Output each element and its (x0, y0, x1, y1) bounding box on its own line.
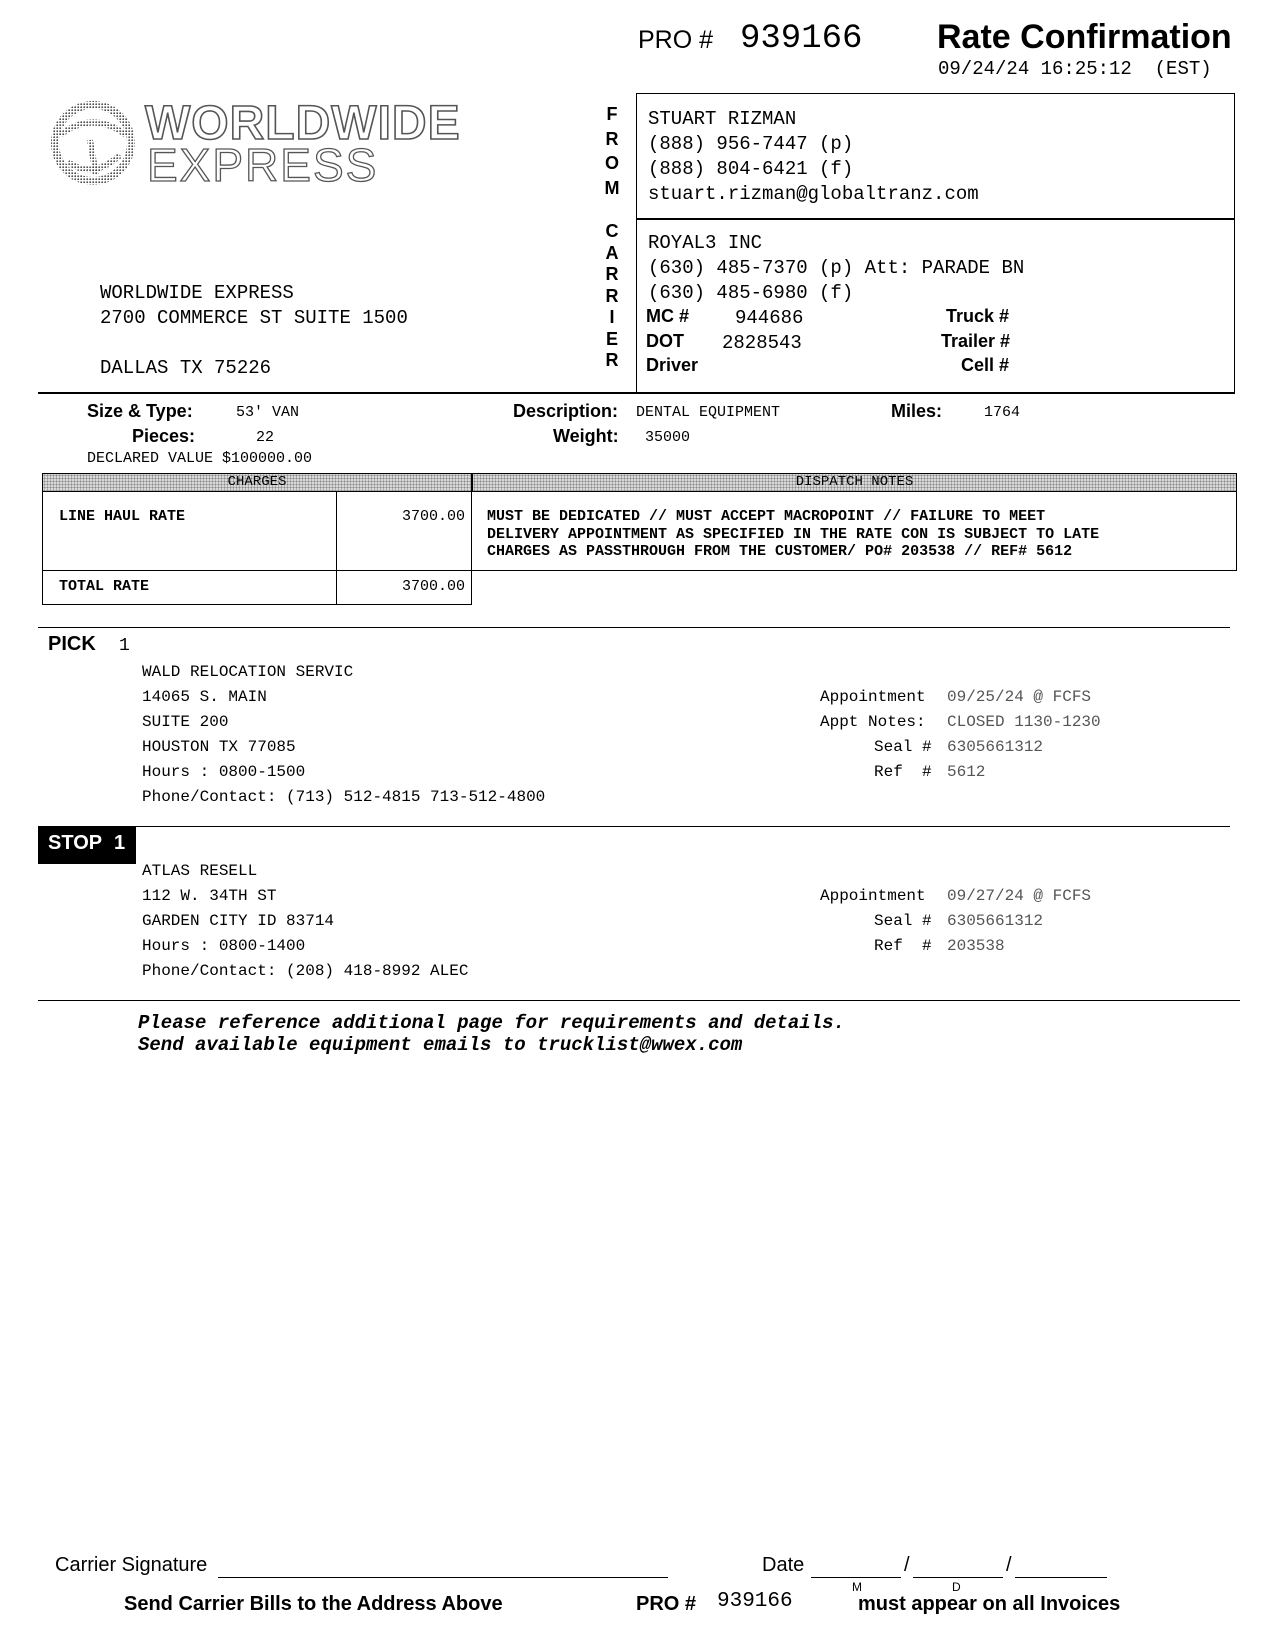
date-label: Date (762, 1554, 805, 1576)
description-label: Description: (513, 401, 619, 421)
dot-label: DOT (646, 331, 684, 351)
from-vertical-label: F R O M (604, 104, 620, 198)
pick-notes-label: Appt Notes: (820, 713, 926, 731)
stop-ref-value: 203538 (947, 937, 1005, 955)
stop-addr1: 112 W. 34TH ST (142, 887, 277, 905)
logo-line1: WORLDWIDE (145, 97, 461, 150)
footer-note: Send available equipment emails to trucklist@wwex.com (138, 1034, 743, 1056)
miles-label: Miles: (891, 401, 943, 421)
pro-number: 939166 (740, 20, 863, 58)
invoice-note: must appear on all Invoices (858, 1593, 1121, 1615)
pieces-value: 22 (256, 429, 275, 446)
total-row-amount: 3700.00 (401, 578, 465, 595)
month-label: M (852, 1580, 862, 1594)
from-email[interactable]: stuart.rizman@globaltranz.com (648, 183, 979, 205)
carrier-vertical-label: C A R R I E R (605, 221, 619, 370)
document-title: Rate Confirmation (937, 18, 1232, 56)
charges-header: CHARGES (42, 473, 472, 492)
pick-name: WALD RELOCATION SERVIC (142, 663, 354, 681)
size-type-value: 53' VAN (236, 404, 300, 421)
footer-note: Please reference additional page for requirements and details. (138, 1012, 845, 1034)
dispatch-note-line: DELIVERY APPOINTMENT AS SPECIFIED IN THE RATE CON IS SUBJECT TO LATE (487, 526, 1100, 543)
pick-ref-label: Ref # (874, 763, 932, 781)
description-value: DENTAL EQUIPMENT (636, 404, 781, 421)
driver-label: Driver (646, 355, 699, 375)
from-phone: (888) 956-7447 (p) (648, 133, 854, 155)
dispatch-note-line: CHARGES AS PASSTHROUGH FROM THE CUSTOMER/ PO# 203538 // REF# 5612 (487, 543, 1073, 560)
shipper-street: 2700 COMMERCE ST SUITE 1500 (100, 307, 408, 329)
from-name: STUART RIZMAN (648, 108, 797, 130)
header-datetime: 09/24/24 16:25:12 (EST) (938, 58, 1212, 80)
pick-number: 1 (119, 636, 130, 656)
date-separator: / (904, 1554, 910, 1576)
mc-value: 944686 (735, 307, 804, 329)
day-label: D (952, 1580, 961, 1594)
date-year-line[interactable] (1015, 1577, 1107, 1578)
stop-hours: Hours : 0800-1400 (142, 937, 306, 955)
pieces-label: Pieces: (132, 426, 196, 446)
carrier-fax: (630) 485-6980 (f) (648, 282, 854, 304)
truck-label: Truck # (946, 306, 1010, 326)
size-type-label: Size & Type: (87, 401, 193, 421)
carrier-phone: (630) 485-7370 (p) Att: PARADE BN (648, 257, 1025, 279)
weight-value: 35000 (645, 429, 691, 446)
pick-label: PICK (48, 633, 96, 655)
stop-number: 1 (114, 832, 126, 854)
date-month-line[interactable] (811, 1577, 901, 1578)
shipper-city: DALLAS TX 75226 (100, 357, 272, 379)
cell-label: Cell # (961, 355, 1010, 375)
pick-contact: Phone/Contact: (713) 512-4815 713-512-4800 (142, 788, 546, 806)
trailer-label: Trailer # (941, 331, 1011, 351)
stop-name: ATLAS RESELL (142, 862, 258, 880)
dispatch-notes-header: DISPATCH NOTES (472, 473, 1237, 492)
carrier-name: ROYAL3 INC (648, 232, 763, 254)
charge-row-label: LINE HAUL RATE (59, 508, 186, 525)
bills-note: Send Carrier Bills to the Address Above (124, 1593, 503, 1615)
pick-addr2: SUITE 200 (142, 713, 229, 731)
mc-label: MC # (646, 306, 690, 326)
declared-value: DECLARED VALUE $100000.00 (87, 450, 313, 467)
pick-seal-label: Seal # (874, 738, 932, 756)
stop-seal-label: Seal # (874, 912, 932, 930)
stop-ref-label: Ref # (874, 937, 932, 955)
company-logo (50, 97, 510, 191)
weight-label: Weight: (553, 426, 619, 446)
pick-appt-value: 09/25/24 @ FCFS (947, 688, 1092, 706)
carrier-signature-label: Carrier Signature (55, 1554, 208, 1576)
stop-seal-value: 6305661312 (947, 912, 1044, 930)
shipper-name: WORLDWIDE EXPRESS (100, 282, 294, 304)
stop-appt-label: Appointment (820, 887, 926, 905)
footer-pro-number: 939166 (717, 1590, 793, 1613)
pick-notes-value: CLOSED 1130-1230 (947, 713, 1101, 731)
pick-city: HOUSTON TX 77085 (142, 738, 296, 756)
date-separator: / (1006, 1554, 1012, 1576)
pro-label: PRO # (638, 26, 714, 54)
pick-addr1: 14065 S. MAIN (142, 688, 267, 706)
dot-value: 2828543 (722, 332, 802, 354)
pick-hours: Hours : 0800-1500 (142, 763, 306, 781)
logo-line2: EXPRESS (147, 139, 379, 191)
pick-ref-value: 5612 (947, 763, 986, 781)
stop-city: GARDEN CITY ID 83714 (142, 912, 335, 930)
stop-label: STOP (48, 832, 103, 854)
miles-value: 1764 (984, 404, 1021, 421)
total-row-label: TOTAL RATE (59, 578, 150, 595)
pick-seal-value: 6305661312 (947, 738, 1044, 756)
footer-pro-label: PRO # (636, 1593, 697, 1615)
from-fax: (888) 804-6421 (f) (648, 158, 854, 180)
stop-appt-value: 09/27/24 @ FCFS (947, 887, 1092, 905)
dispatch-note-line: MUST BE DEDICATED // MUST ACCEPT MACROPOINT // FAILURE TO MEET (487, 508, 1046, 525)
date-day-line[interactable] (913, 1577, 1003, 1578)
charge-row-amount: 3700.00 (401, 508, 465, 525)
stop-contact: Phone/Contact: (208) 418-8992 ALEC (142, 962, 469, 980)
carrier-signature-line[interactable] (218, 1577, 668, 1578)
pick-appt-label: Appointment (820, 688, 926, 706)
